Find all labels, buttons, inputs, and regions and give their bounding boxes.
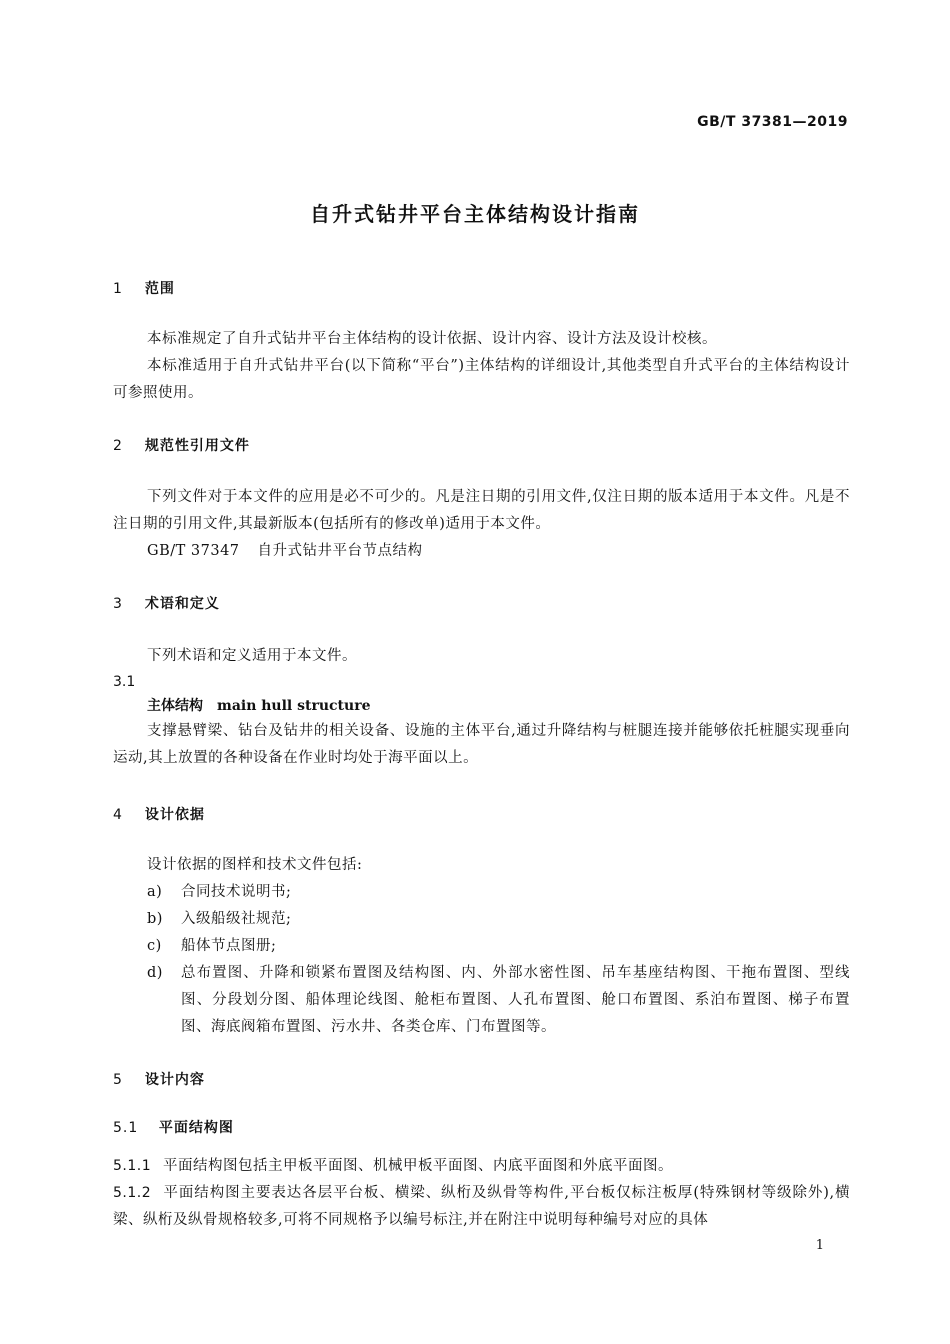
list-item (113, 933, 850, 960)
paragraph: 本标准适用于自升式钻井平台(以下简称“平台”)主体结构的详细设计,其他类型自升式平台的主体结构设计可参照使用。 (113, 358, 850, 401)
term-english: main hull structure (217, 698, 371, 714)
reference-code: GB/T 37347 (147, 543, 240, 559)
section-number: 1 (113, 281, 123, 297)
list-marker: d) (147, 965, 163, 981)
subsection-5-1-heading (113, 1118, 850, 1138)
page-number: 1 (815, 1238, 824, 1253)
clause-text: 平面结构图包括主甲板平面图、机械甲板平面图、内底平面图和外底平面图。 (163, 1158, 673, 1174)
section-number: 5 (113, 1072, 123, 1088)
subsection-title: 平面结构图 (158, 1120, 234, 1136)
list-marker: b) (147, 911, 163, 927)
list-item (113, 960, 850, 1041)
section-title: 术语和定义 (144, 596, 220, 612)
section-1-body (113, 326, 850, 407)
subsection-5-1-body (113, 1153, 850, 1234)
section-2-body (113, 484, 850, 565)
paragraph: 下列文件对于本文件的应用是必不可少的。凡是注日期的引用文件,仅注日期的版本适用于本文件。凡是不注日期的引用文件,其最新版本(包括所有的修改单)适用于本文件。 (113, 489, 850, 532)
section-title: 设计内容 (144, 1072, 205, 1088)
paragraph: 下列术语和定义适用于本文件。 (147, 648, 357, 664)
list-item (113, 906, 850, 933)
section-4-heading (113, 805, 850, 825)
normative-reference (113, 538, 850, 565)
clause-text: 平面结构图主要表达各层平台板、横梁、纵桁及纵骨等构件,平台板仅标注板厚(特殊钢材等级除外),横梁、纵桁及纵骨规格较多,可将不同规格予以编号标注,并在附注中说明每种编号对应的具体 (113, 1185, 850, 1228)
reference-title: 自升式钻井平台节点结构 (257, 543, 423, 559)
list-marker: c) (147, 938, 162, 954)
paragraph: 本标准规定了自升式钻井平台主体结构的设计依据、设计内容、设计方法及设计校核。 (147, 331, 717, 347)
list-marker: a) (147, 884, 163, 900)
section-3-body (113, 643, 850, 772)
standard-code: GB/T 37381—2019 (697, 114, 848, 130)
subsection-number: 5.1 (113, 1120, 139, 1136)
clause-number: 3.1 (113, 674, 136, 690)
list-text: 合同技术说明书; (181, 884, 292, 900)
document-title: 自升式钻井平台主体结构设计指南 (310, 202, 640, 226)
term-definition: 支撑悬臂梁、钻台及钻井的相关设备、设施的主体平台,通过升降结构与桩腿连接并能够依托桩腿实现垂向运动,其上放置的各种设备在作业时均处于海平面以上。 (113, 723, 850, 766)
clause (113, 1153, 850, 1180)
list-text: 总布置图、升降和锁紧布置图及结构图、内、外部水密性图、吊车基座结构图、干拖布置图、型线图、分段划分图、船体理论线图、舱柜布置图、人孔布置图、舱口布置图、系泊布置图、梯子布置图、海底阀箱布置图、污水井、各类仓库、门布置图等。 (181, 965, 850, 1035)
term-entry (113, 694, 850, 718)
section-title: 范围 (144, 281, 175, 297)
section-number: 3 (113, 596, 123, 612)
list-item (113, 879, 850, 906)
section-2-heading (113, 436, 850, 456)
list-text: 船体节点图册; (181, 938, 277, 954)
section-title: 规范性引用文件 (144, 438, 250, 454)
term-chinese: 主体结构 (147, 698, 203, 714)
clause-number: 5.1.1 (113, 1158, 152, 1174)
section-number: 4 (113, 807, 123, 823)
paragraph: 设计依据的图样和技术文件包括: (147, 857, 363, 873)
section-5-heading (113, 1070, 850, 1090)
section-1-heading (113, 279, 850, 299)
clause (113, 1180, 850, 1234)
section-3-heading (113, 594, 850, 614)
list-text: 入级船级社规范; (181, 911, 292, 927)
section-4-body (113, 852, 850, 1041)
section-title: 设计依据 (144, 807, 205, 823)
clause-number: 5.1.2 (113, 1185, 152, 1201)
section-number: 2 (113, 438, 123, 454)
